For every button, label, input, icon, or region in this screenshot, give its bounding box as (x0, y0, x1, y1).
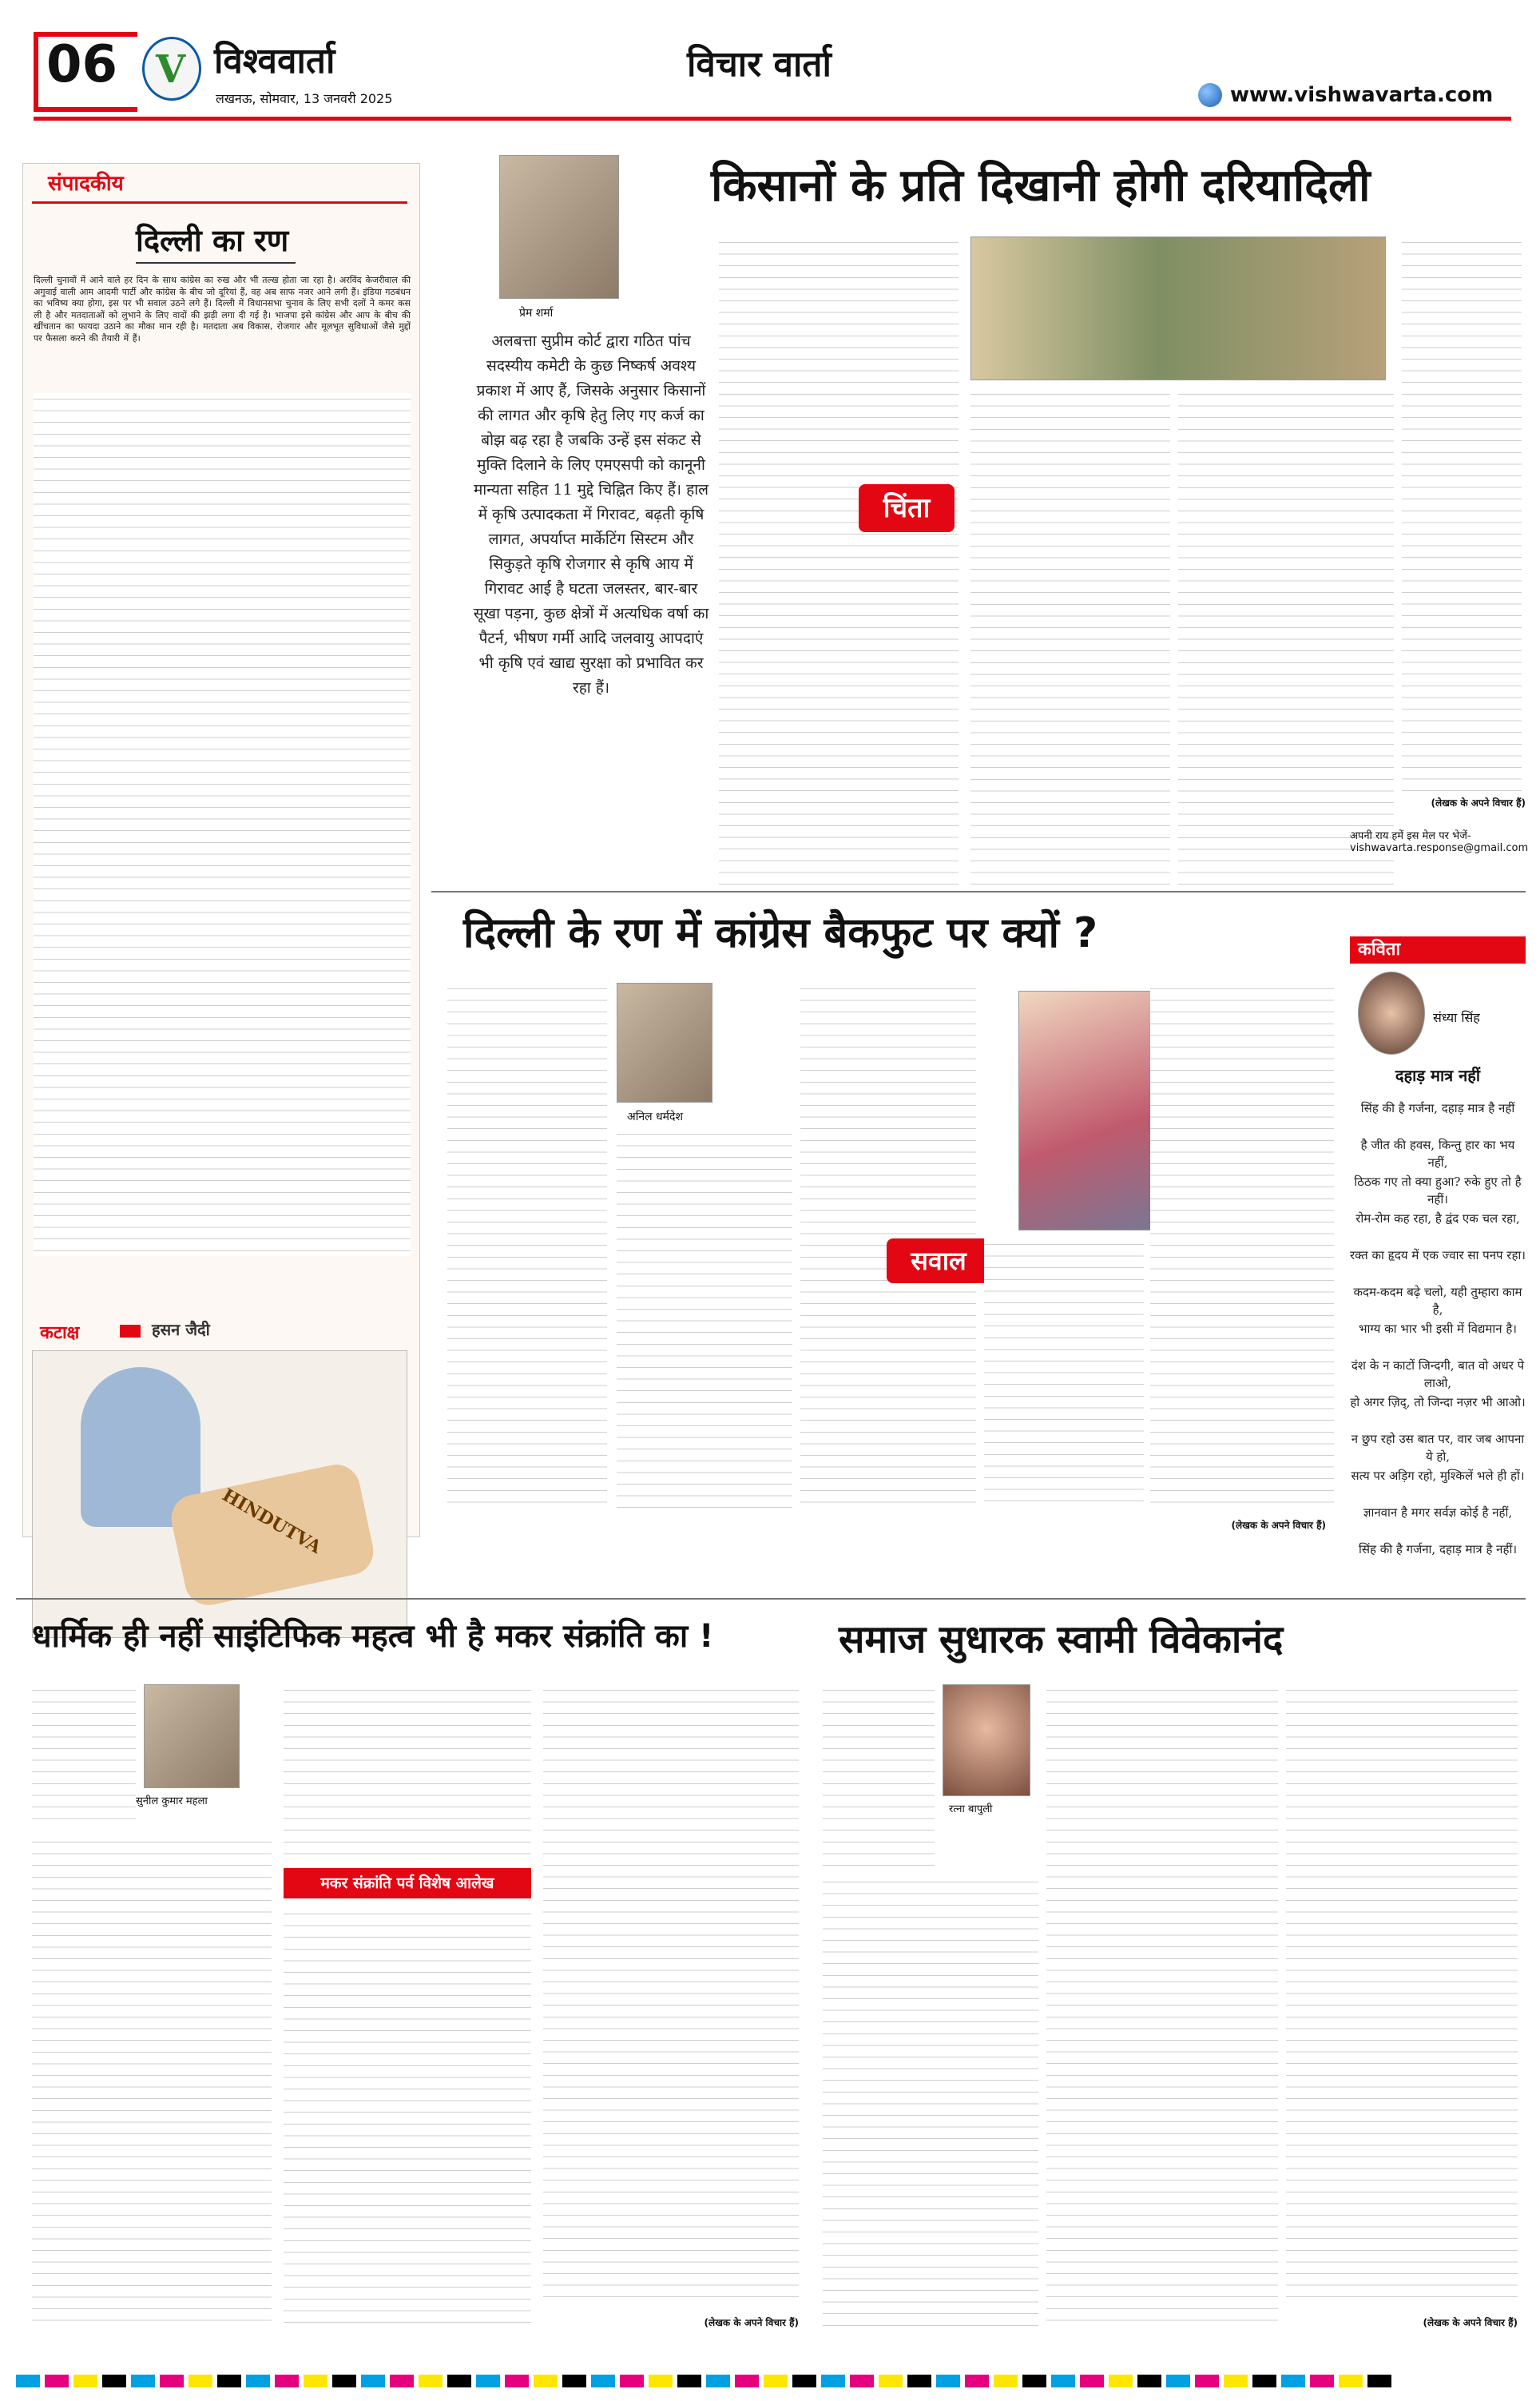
vivekananda-col-1b (823, 1876, 1038, 2331)
sankranti-col-2 (284, 1684, 531, 1860)
dateline: लखनऊ, सोमवार, 13 जनवरी 2025 (216, 91, 393, 106)
editorial-body-continuation (34, 393, 411, 1256)
logo-v-icon: V (156, 47, 186, 92)
poem-line: सिंह की है गर्जना, दहाड़ मात्र है नहीं (1360, 1101, 1515, 1115)
cartoon-section (16, 1318, 422, 1582)
poem-line: कदम-कदम बढ़े चलो, यही तुम्हारा काम है, (1353, 1285, 1522, 1317)
farmers-headline: किसानों के प्रति दिखानी होगी दरियादिली (711, 160, 1371, 212)
delhi-col-1 (447, 983, 607, 1510)
farmers-email[interactable]: vishwavarta.response@gmail.com (1350, 842, 1529, 854)
divider-2 (16, 1598, 1526, 1600)
cartoon-separator (120, 1325, 141, 1338)
delhi-col-4 (984, 1238, 1144, 1510)
farmers-signoff: (लेखक के अपने विचार हैं) (1431, 797, 1526, 809)
farmers-article (431, 149, 1529, 884)
sankranti-col-3 (543, 1684, 799, 2308)
vivekananda-col-2 (1046, 1684, 1278, 2331)
poem-section (1350, 936, 1526, 1568)
poem-line: न छुप रहो उस बात पर, वार जब आपना ये हो, (1351, 1432, 1525, 1464)
sankranti-author-photo[interactable] (144, 1684, 240, 1788)
sankranti-headline: धार्मिक ही नहीं साइंटिफिक महत्व भी है मकर संक्रांति का ! (32, 1618, 714, 1655)
farmers-author-name: प्रेम शर्मा (519, 307, 554, 320)
cartoon-image (32, 1350, 407, 1638)
poem-line: सत्य पर अड़िग रहो, मुश्किलें भले ही हों। (1351, 1469, 1525, 1483)
cartoon-caption: HINDUTVA (218, 1485, 325, 1558)
poem-line: भाग्य का भार भी इसी में विद्यमान है। (1359, 1322, 1517, 1336)
vivekananda-author-photo[interactable] (943, 1684, 1030, 1796)
color-registration-bar (16, 2375, 1526, 2391)
section-title: विचार वार्ता (687, 44, 832, 85)
globe-icon (1198, 83, 1222, 107)
poem-line: ठिठक गए तो क्या हुआ? रुके हुए तो है नहीं। (1354, 1175, 1522, 1206)
farmers-col-4 (1402, 237, 1522, 796)
editorial-label-rule (32, 201, 407, 204)
poem-poet-photo[interactable] (1358, 972, 1425, 1055)
header-rule (34, 117, 1511, 121)
vivekananda-author-name: रत्ना बापुली (949, 1803, 993, 1815)
farmers-pull-quote: अलबत्ता सुप्रीम कोर्ट द्वारा गठित पांच सदस्यीय कमेटी के कुछ निष्कर्ष अवश्य प्रकाश में आए हैं, जिसके अनुसार किसानों की लागत और कृषि हेतु लिए गए कर्ज का बोझ बढ़ रहा है जबकि उन्हें इस संकट से मुक्ति दिलाने के लिए एमएसपी को कानूनी मान्यता सहित 11 मुद्दे चिह्नित किए हैं। हाल में कृषि उत्पादकता में गिरावट, बढ़ती कृषि लागत, अपर्याप्त मार्केटिंग सिस्टम और सिकुड़ते कृषि रोजगार से कृषि आय में गिरावट आई है घटता जलस्तर, बार-बार सूखा पड़ना, कुछ क्षेत्रों में अत्यधिक वर्षा का पैटर्न, भीषण गर्मी आदि जलवायु आपदाएं भी कृषि एवं खाद्य सुरक्षा को प्रभावित कर रहा हैं। (473, 332, 709, 697)
page-number: 06 (46, 35, 118, 94)
brand-name: विश्ववार्ता (214, 41, 335, 81)
sankranti-signoff: (लेखक के अपने विचार हैं) (704, 2317, 799, 2328)
poem-line: हो अगर ज़िद्, तो जिन्दा नज़र भी आओ। (1350, 1395, 1526, 1409)
farmers-contact-note: अपनी राय हमें इस मेल पर भेजें- (1350, 830, 1471, 842)
brand-logo (142, 37, 201, 101)
sankranti-col-1b (32, 1836, 272, 2331)
poem-poet-name: संध्या सिंह (1433, 1010, 1480, 1025)
farmers-tag: चिंता (859, 484, 955, 532)
delhi-col-2 (617, 1128, 792, 1512)
vivekananda-headline: समाज सुधारक स्वामी विवेकानंद (839, 1617, 1284, 1662)
vivekananda-signoff: (लेखक के अपने विचार हैं) (1423, 2317, 1518, 2328)
poem-line: है जीत की हवस, किन्तु हार का भय नहीं, (1360, 1138, 1515, 1170)
poem-line: रक्त का हृदय में एक ज्वार सा पनप रहा। (1350, 1248, 1526, 1262)
sankranti-article (16, 1612, 807, 2347)
delhi-tag: सवाल (887, 1238, 990, 1283)
editorial-body: दिल्ली चुनावों में आने वाले हर दिन के साथ कांग्रेस का रुख और भी तल्ख होता जा रहा है। अरविंद केजरीवाल की अगुवाई वाली आम आदमी पार्टी और कांग्रेस के बीच जो दूरियां हैं, वह अब साफ नजर आने लगी हैं। इंडिया गठबंधन का भविष्य क्या होगा, इस पर भी सवाल उठने लगे हैं। दिल्ली में विधानसभा चुनाव के लिए सभी दलों ने कमर कस ली है और मतदाताओं को लुभाने के लिए वादों की झड़ी लगा दी गई है। भाजपा इसे कांग्रेस और आप के बीच की खींचतान का फायदा उठाने का मौका मान रही है। मतदाता अब विकास, रोजगार और मूलभूत सुविधाओं जैसे मुद्दों पर फैसला करने की तैयारी में हैं। (34, 275, 411, 344)
editorial-title: दिल्ली का रण (136, 223, 289, 258)
vivekananda-col-1 (823, 1684, 935, 1868)
farmers-author-photo[interactable] (499, 155, 619, 299)
cartoon-artist: हसन जैदी (152, 1320, 210, 1339)
poem-line: रोम-रोम कह रहा, है द्वंद एक चल रहा, (1355, 1211, 1520, 1226)
website-link[interactable]: www.vishwavarta.com (1230, 83, 1494, 107)
delhi-col-5 (1150, 983, 1334, 1510)
delhi-signoff: (लेखक के अपने विचार हैं) (1231, 1520, 1326, 1531)
delhi-article (431, 903, 1342, 1542)
sankranti-subhead: मकर संक्रांति पर्व विशेष आलेख (284, 1868, 531, 1898)
delhi-author-photo[interactable] (617, 983, 712, 1103)
poem-label: कविता (1350, 936, 1526, 964)
divider-1 (431, 891, 1526, 892)
vivekananda-col-3 (1286, 1684, 1518, 2308)
farmers-photo[interactable] (970, 237, 1386, 380)
editorial-title-rule (136, 262, 296, 264)
header (0, 0, 1540, 144)
farmers-col-3 (1178, 388, 1394, 892)
cartoon-label: कटाक्ष (40, 1322, 80, 1343)
delhi-author-name: अनिल धर्मदेश (627, 1111, 683, 1123)
vivekananda-article (815, 1612, 1526, 2347)
poem-line: ज्ञानवान है मगर सर्वज्ञ कोई है नहीं, (1363, 1505, 1513, 1520)
poem-line: सिंह की है गर्जना, दहाड़ मात्र है नहीं। (1358, 1542, 1518, 1556)
poem-title: दहाड़ मात्र नहीं (1395, 1066, 1481, 1085)
sankranti-col-1 (32, 1684, 136, 1828)
sankranti-col-2b (284, 1908, 531, 2331)
poem-line: दंश के न काटों जिन्दगी, बात वो अधर पे लाओ, (1351, 1358, 1525, 1390)
farmers-col-1 (719, 237, 959, 892)
editorial-label: संपादकीय (48, 172, 124, 196)
farmers-col-2 (970, 388, 1170, 892)
delhi-headline: दिल्ली के रण में कांग्रेस बैकफुट पर क्यों ? (463, 909, 1098, 957)
sankranti-author-name: सुनील कुमार महला (136, 1795, 208, 1807)
